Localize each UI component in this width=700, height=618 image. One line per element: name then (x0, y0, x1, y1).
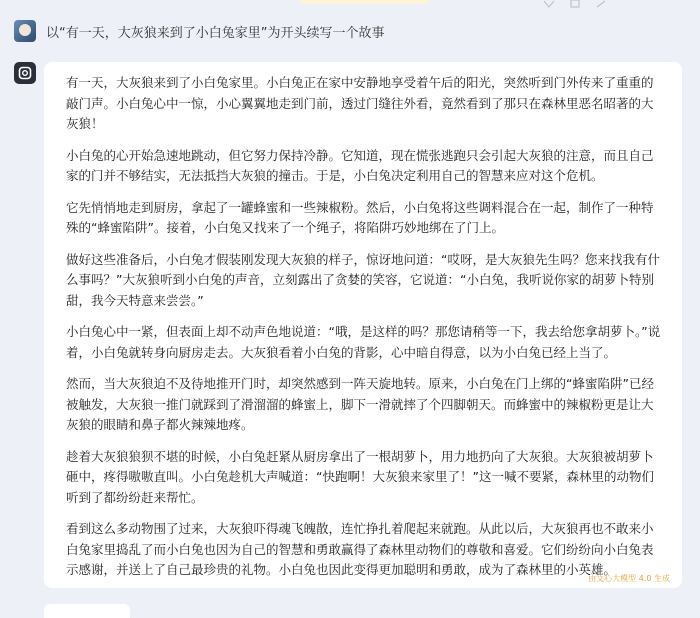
story-paragraph: 然而，当大灰狼迫不及待地推开门时，却突然感到一阵天旋地转。原来，小白兔在门上绑的“蜂蜜陷阱”已经被触发，大灰狼一推门就踩到了滑溜溜的蜂蜜上，脚下一滑就摔了个四脚朝天。而蜂蜜中的辣椒粉更是让大灰狼的眼睛和鼻子都火辣辣地疼。 (66, 376, 654, 432)
story-paragraph: 有一天，大灰狼来到了小白兔家里。小白兔正在家中安静地享受着午后的阳光，突然听到门外传来了重重的敲门声。小白兔心中一惊，小心翼翼地走到门前，透过门缝往外看，竟然看到了那只在森林里恶名昭著的大灰狼！ (66, 75, 654, 131)
story-paragraph: 趁着大灰狼狼狈不堪的时候，小白兔赶紧从厨房拿出了一根胡萝卜，用力地扔向了大灰狼。大灰狼被胡萝卜砸中，疼得嗷嗷直叫。小白兔趁机大声喊道：“快跑啊！大灰狼来家里了！”这一喊不要紧，森林里的动物们听到了都纷纷赶来帮忙。 (66, 448, 654, 505)
story-paragraph: 做好这些准备后，小白兔才假装刚发现大灰狼的样子，惊讶地问道：“哎呀，是大灰狼先生吗？您来找我有什么事吗？”大灰狼听到小白兔的声音，立刻露出了贪婪的笑容，它说道：“小白兔，我听说你家的胡萝卜特别甜，我今天特意来尝尝。” (66, 251, 660, 308)
generated-by-note: 由文心大模型 4.0 生成 (588, 574, 670, 583)
share-icon[interactable] (542, 0, 556, 4)
user-avatar (14, 20, 36, 42)
next-message-stub (44, 604, 130, 618)
copy-icon[interactable] (568, 0, 582, 4)
story-paragraph: 小白兔的心开始急速地跳动，但它努力保持冷静。它知道，现在慌张逃跑只会引起大灰狼的注意，而且自己家的门并不够结实，无法抵挡大灰狼的撞击。于是，小白兔决定利用自己的智慧来应对这个危机。 (66, 147, 654, 183)
story-paragraph: 小白兔心中一紧，但表面上却不动声色地说道：“哦，是这样的吗？那您请稍等一下，我去给您拿胡萝卜。”说着，小白兔就转身向厨房走去。大灰狼看着小白兔的背影，心中暗自得意，以为小白兔已经上当了。 (66, 324, 661, 360)
user-prompt-text: 以“有一天，大灰狼来到了小白兔家里”为开头续写一个故事 (46, 25, 385, 41)
user-message (14, 20, 384, 42)
assistant-logo-icon (14, 62, 36, 84)
story-paragraph: 看到这么多动物围了过来，大灰狼吓得魂飞魄散，连忙挣扎着爬起来就跑。从此以后，大灰狼再也不敢来小白兔家里捣乱了而小白兔也因为自己的智慧和勇敢赢得了森林里动物们的尊敬和喜爱。它们纷纷向小白兔表示感谢，并送上了自己最珍贵的礼物。小白兔也因此变得更加聪明和勇敢，成为了森林里的小英雄。 (66, 521, 654, 577)
edit-icon[interactable] (594, 0, 608, 4)
top-action-icons (542, 0, 608, 4)
story-paragraph: 它先悄悄地走到厨房，拿起了一罐蜂蜜和一些辣椒粉。然后，小白兔将这些调料混合在一起，制作了一种特殊的“蜂蜜陷阱”。接着，小白兔又找来了一个绳子，将陷阱巧妙地绑在了门上。 (66, 199, 654, 235)
top-banner-strip (300, 0, 430, 4)
assistant-response-card (44, 62, 682, 588)
